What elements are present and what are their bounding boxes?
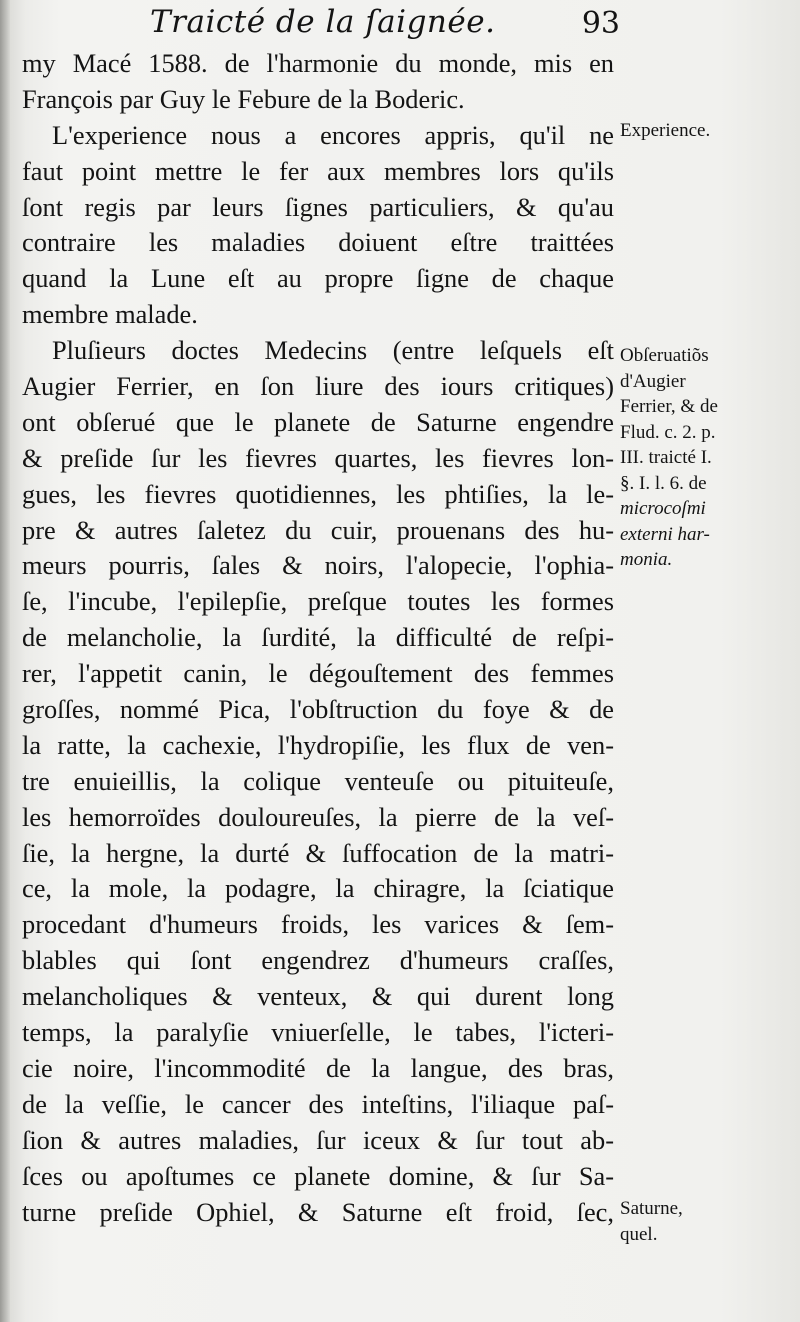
text-line: melancholiques & venteux, & qui durent long bbox=[22, 981, 614, 1012]
text-line: Augier Ferrier, en ſon liure des iours critiques) bbox=[22, 371, 614, 402]
text-line: ce, la mole, la podagre, la chiragre, la ſciatique bbox=[22, 873, 614, 904]
margin-note-line: Ferrier, & de bbox=[620, 396, 718, 417]
running-head-title: Traicté de la ſaignée. bbox=[150, 4, 496, 40]
text-line: L'experience nous a encores appris, qu'il ne bbox=[52, 119, 614, 150]
margin-note-line: monia. bbox=[620, 549, 673, 570]
text-line: faut point mettre le fer aux membres lors qu'ils bbox=[22, 155, 614, 186]
text-line: ſion & autres maladies, ſur iceux & ſur tout ab- bbox=[22, 1124, 614, 1155]
text-line: rer, l'appetit canin, le dégouſtement des femmes bbox=[22, 658, 614, 689]
paragraph bbox=[22, 118, 614, 333]
text-line: tre enuieillis, la colique venteuſe ou pituiteuſe, bbox=[22, 765, 614, 796]
text-line: quand la Lune eſt au propre ſigne de chaque bbox=[22, 263, 614, 294]
text-line: procedant d'humeurs froids, les varices & ſem- bbox=[22, 909, 614, 940]
paragraph bbox=[22, 333, 614, 1230]
text-line: pre & autres ſaletez du cuir, prouenans des hu- bbox=[22, 514, 614, 545]
text-line: les hemorroïdes douloureuſes, la pierre de la veſ- bbox=[22, 801, 614, 832]
margin-note-line: Experience. bbox=[620, 120, 711, 141]
running-head bbox=[150, 4, 620, 50]
text-line: contraire les maladies doiuent eſtre traittées bbox=[22, 227, 614, 258]
text-line: & preſide ſur les fievres quartes, les fievres lon- bbox=[22, 442, 614, 473]
margin-note-line: microcoſmi bbox=[620, 498, 706, 519]
text-line: temps, la paralyſie vniuerſelle, le tabes, l'icteri- bbox=[22, 1017, 614, 1048]
margin-note-line: Flud. c. 2. p. bbox=[620, 421, 716, 443]
text-line: gues, les fievres quotidiennes, les phtiſies, la le- bbox=[22, 478, 614, 509]
text-line: ſces ou apoſtumes ce planete domine, & ſur Sa- bbox=[22, 1160, 614, 1191]
text-line: ſe, l'incube, l'epilepſie, preſque toutes les formes bbox=[22, 586, 614, 617]
margin-note-line: externi har- bbox=[620, 523, 710, 545]
text-line: blables qui ſont engendrez d'humeurs craſſes, bbox=[22, 945, 614, 976]
text-line: turne preſide Ophiel, & Saturne eſt froid, ſec, bbox=[22, 1196, 614, 1227]
page-number: 93 bbox=[581, 6, 620, 41]
margin-note-experience bbox=[620, 118, 796, 144]
text-line: membre malade. bbox=[22, 299, 198, 330]
text-line: la ratte, la cachexie, l'hydropiſie, les flux de ven- bbox=[22, 729, 614, 760]
margin-note-line: d'Augier bbox=[620, 370, 686, 392]
margin-note-saturne bbox=[620, 1196, 796, 1247]
text-line: François par Guy le Febure de la Boderic. bbox=[22, 83, 465, 114]
text-line: de melancholie, la ſurdité, la difficulté de reſpi- bbox=[22, 622, 614, 653]
margin-note-line: III. traicté I. bbox=[620, 447, 712, 468]
text-line: groſſes, nommé Pica, l'obſtruction du foye & de bbox=[22, 694, 614, 725]
text-line: de la veſſie, le cancer des inteſtins, l'iliaque paſ- bbox=[22, 1088, 614, 1119]
text-line: Pluſieurs doctes Medecins (entre leſquels eſt bbox=[52, 335, 614, 366]
text-line: ſie, la hergne, la durté & ſuffocation de la matri- bbox=[22, 837, 614, 868]
margin-note-line: quel. bbox=[620, 1223, 658, 1245]
margin-note-line: Saturne, bbox=[620, 1198, 683, 1219]
text-line: ſont regis par leurs ſignes particuliers, & qu'au bbox=[22, 191, 614, 222]
margin-note-line: Obſeruatiõs bbox=[620, 345, 709, 366]
paragraph bbox=[22, 46, 614, 118]
text-line: my Macé 1588. de l'harmonie du monde, mis en bbox=[22, 48, 614, 78]
text-line: cie noire, l'incommodité de la langue, des bras, bbox=[22, 1052, 614, 1083]
text-line: ont obſerué que le planete de Saturne engendre bbox=[22, 406, 614, 437]
main-text-column bbox=[22, 46, 614, 1230]
text-line: meurs pourris, ſales & noirs, l'alopecie, l'ophia- bbox=[22, 550, 614, 581]
margin-note-observations bbox=[620, 343, 796, 573]
margin-note-line: §. I. l. 6. de bbox=[620, 472, 707, 494]
